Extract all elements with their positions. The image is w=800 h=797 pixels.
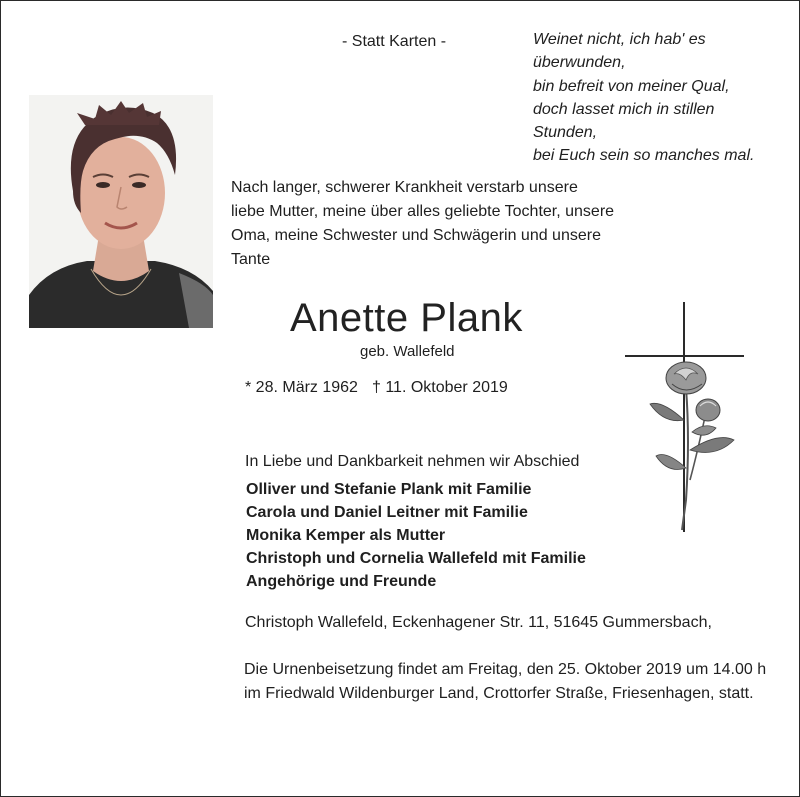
intro-text <box>231 176 614 272</box>
intro-line: Nach langer, schwerer Krankheit verstarb unsere <box>231 179 578 196</box>
contact-address: Christoph Wallefeld, Eckenhagener Str. 11, 51645 Gummersbach, <box>245 614 712 631</box>
mourner-entry: Angehörige und Freunde <box>246 573 437 590</box>
cross-with-rose-icon <box>620 300 750 540</box>
portrait-illustration <box>29 95 213 328</box>
portrait-photo <box>29 95 213 328</box>
poem-line: Weinet nicht, ich hab' es <box>533 31 706 48</box>
intro-line: Tante <box>231 251 271 268</box>
poem-line: bei Euch sein so manches mal. <box>533 147 755 165</box>
burial-line: Die Urnenbeisetzung findet am Freitag, den 25. Oktober 2019 um 14.00 h <box>244 661 767 678</box>
statt-karten-label: - Statt Karten - <box>342 33 447 50</box>
birth-date: * 28. März 1962 <box>245 379 358 396</box>
burial-notice <box>244 658 766 706</box>
birth-name: geb. Wallefeld <box>360 343 455 360</box>
mourner-entry: Monika Kemper als Mutter <box>246 527 446 544</box>
intro-line: liebe Mutter, meine über alles geliebte Tochter, unsere <box>231 203 615 220</box>
mourner-entry: Christoph und Cornelia Wallefeld mit Familie <box>246 550 586 567</box>
poem-line: Stunden, <box>533 124 598 142</box>
mourner-entry: Olliver und Stefanie Plank mit Familie <box>246 481 532 498</box>
mourner-entry: Carola und Daniel Leitner mit Familie <box>246 504 528 521</box>
poem <box>533 28 754 168</box>
death-date: † 11. Oktober 2019 <box>372 379 508 396</box>
mourners-list <box>246 478 586 593</box>
deceased-name: Anette Plank <box>290 296 523 340</box>
intro-line: Oma, meine Schwester und Schwägerin und unsere <box>231 227 601 244</box>
poem-line: überwunden, <box>533 54 626 72</box>
farewell-text: In Liebe und Dankbarkeit nehmen wir Abschied <box>245 453 580 470</box>
burial-line: im Friedwald Wildenburger Land, Crottorfer Straße, Friesenhagen, statt. <box>244 685 754 702</box>
poem-line: doch lasset mich in stillen <box>533 100 715 118</box>
poem-line: bin befreit von meiner Qual, <box>533 77 730 95</box>
